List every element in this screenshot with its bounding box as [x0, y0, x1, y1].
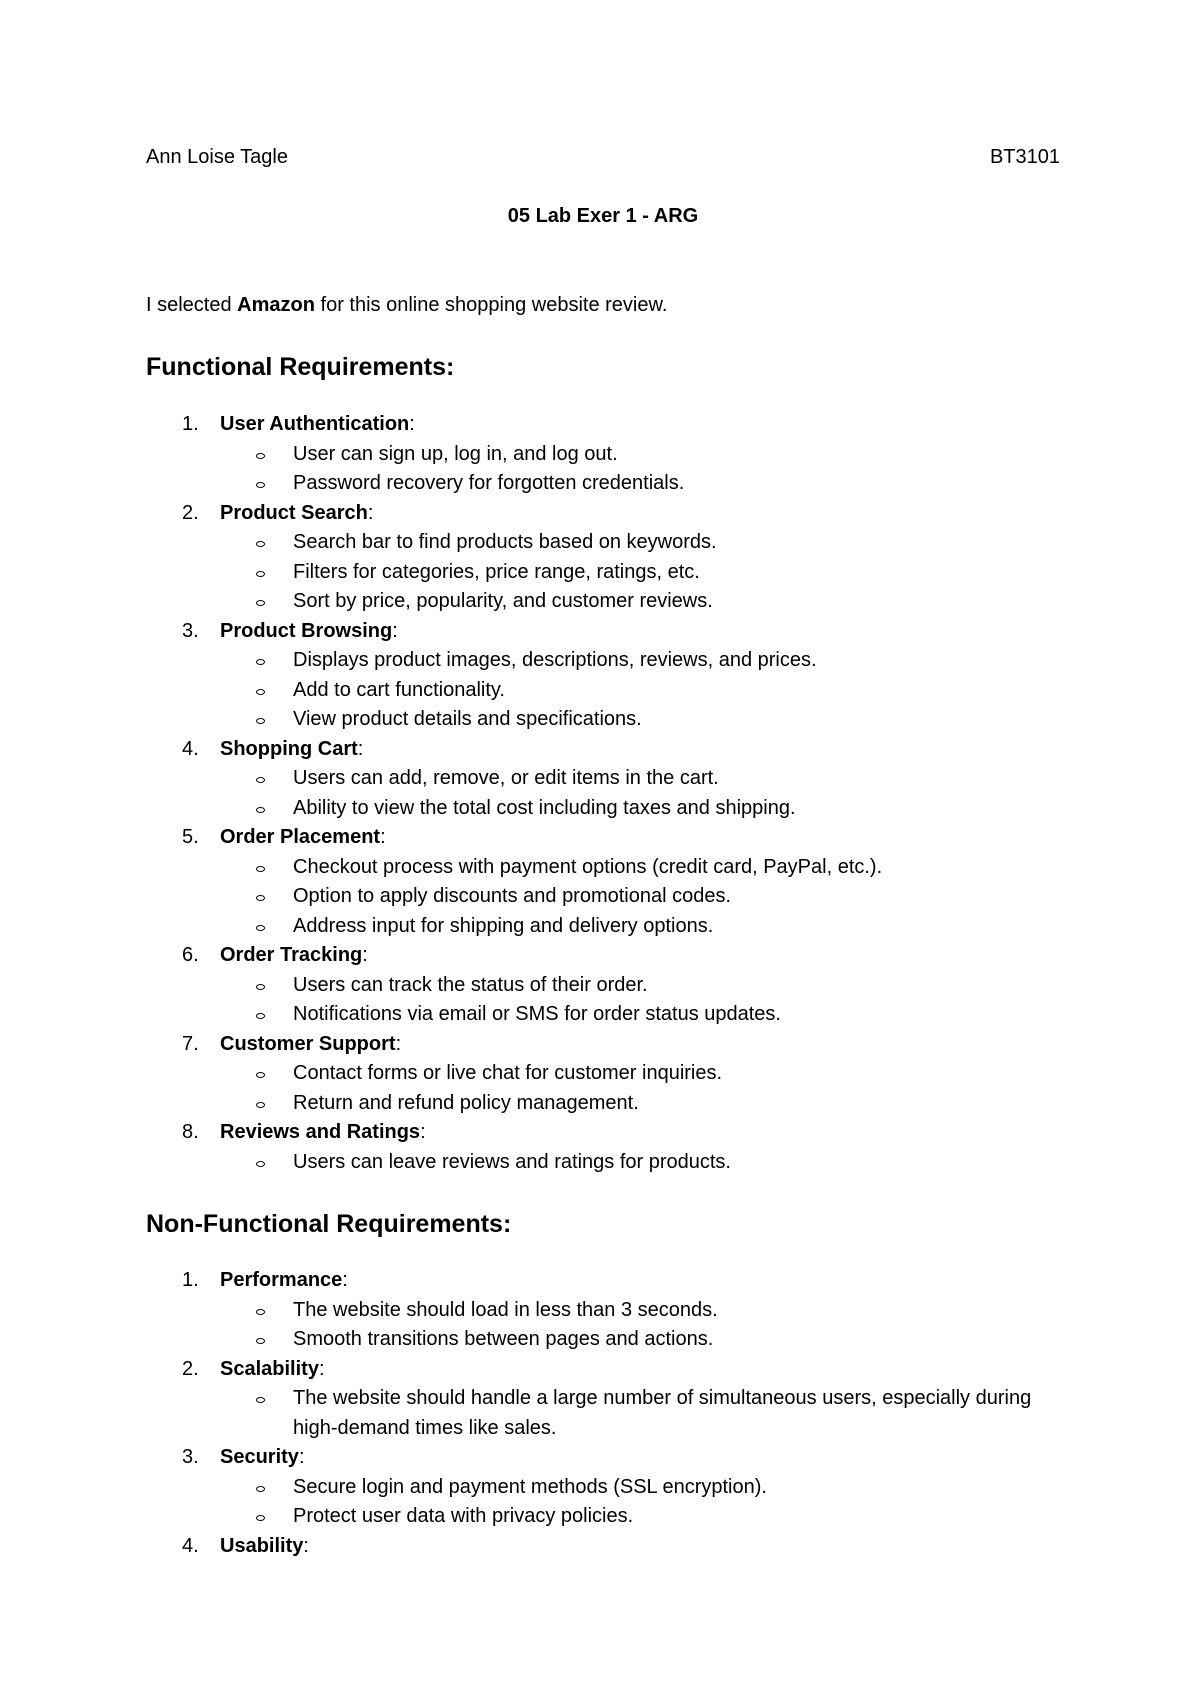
requirement-title: Product Browsing	[220, 619, 393, 642]
requirement-title: Security	[220, 1446, 299, 1468]
requirement-title-colon: :	[298, 1446, 305, 1468]
hollow-circle-bullet-icon	[256, 1161, 265, 1167]
requirement-title-colon: :	[357, 737, 364, 760]
requirement-item	[146, 1355, 1066, 1444]
requirement-number: 7.	[182, 1032, 199, 1055]
requirement-detail-list	[220, 646, 1066, 735]
requirement-detail-list	[220, 528, 1066, 617]
intro-text-after: for this online shopping website review.	[314, 294, 668, 316]
requirement-title: Order Placement	[220, 826, 381, 848]
requirement-detail-item	[220, 676, 1066, 706]
requirement-title-colon: :	[395, 1032, 402, 1055]
requirement-detail-text: Search bar to find products based on keywords.	[293, 531, 717, 553]
requirement-detail-text: Notifications via email or SMS for order status updates.	[293, 1003, 781, 1025]
requirement-detail-item	[220, 1059, 1066, 1089]
requirement-item	[146, 499, 1066, 617]
requirement-title-colon: :	[420, 1121, 426, 1143]
requirement-number: 5.	[182, 826, 199, 848]
requirement-detail-item	[220, 440, 1066, 470]
requirement-detail-text: Contact forms or live chat for customer inquiries.	[293, 1062, 723, 1084]
requirement-item	[146, 1532, 1066, 1562]
requirement-number: 1.	[182, 1269, 199, 1291]
requirement-title-colon: :	[318, 1357, 325, 1380]
requirement-detail-text: Protect user data with privacy policies.	[293, 1505, 634, 1527]
requirement-detail-text: Filters for categories, price range, ratings, etc.	[293, 560, 700, 583]
requirement-detail-list	[220, 1059, 1066, 1118]
hollow-circle-bullet-icon	[256, 1309, 265, 1315]
intro-paragraph	[146, 294, 667, 317]
requirement-title: Reviews and Ratings	[220, 1121, 421, 1143]
hollow-circle-bullet-icon	[256, 807, 265, 813]
hollow-circle-bullet-icon	[256, 925, 265, 931]
author-name: Ann Loise Tagle	[146, 146, 288, 168]
intro-text-before: I selected	[146, 294, 238, 316]
requirement-detail-item	[220, 912, 1066, 942]
requirement-number: 8.	[182, 1121, 199, 1143]
hollow-circle-bullet-icon	[256, 1102, 265, 1108]
requirement-detail-text: Sort by price, popularity, and customer reviews.	[293, 590, 713, 612]
hollow-circle-bullet-icon	[256, 1072, 265, 1078]
hollow-circle-bullet-icon	[256, 718, 265, 724]
requirement-item	[146, 1443, 1066, 1532]
requirement-title: Product Search	[220, 501, 368, 524]
requirement-item	[146, 941, 1066, 1030]
requirement-detail-item	[220, 1089, 1066, 1119]
nonfunctional-requirements-heading: Non-Functional Requirements:	[146, 1210, 512, 1238]
requirement-detail-item	[220, 971, 1066, 1001]
requirement-title-colon: :	[409, 413, 415, 435]
hollow-circle-bullet-icon	[256, 541, 265, 547]
requirement-detail-text: Displays product images, descriptions, reviews, and prices.	[293, 649, 817, 671]
requirement-title: User Authentication	[220, 413, 410, 435]
hollow-circle-bullet-icon	[256, 777, 265, 783]
requirement-detail-item	[220, 469, 1066, 499]
requirement-detail-list	[220, 1148, 1066, 1178]
functional-requirements-list	[146, 410, 1066, 1177]
requirement-title: Customer Support	[220, 1032, 396, 1055]
requirement-title: Usability	[220, 1534, 304, 1557]
requirement-detail-item	[220, 882, 1066, 912]
requirement-detail-item	[220, 1502, 1066, 1532]
requirement-detail-item	[220, 558, 1066, 588]
requirement-detail-item	[220, 1473, 1066, 1503]
document-title: 05 Lab Exer 1 - ARG	[507, 205, 699, 227]
requirement-detail-list	[220, 1473, 1066, 1532]
requirement-title-colon: :	[367, 501, 374, 524]
hollow-circle-bullet-icon	[256, 1515, 265, 1521]
requirement-detail-text: The website should load in less than 3 seconds.	[293, 1298, 718, 1321]
requirement-title-colon: :	[342, 1269, 348, 1291]
requirement-detail-text: Users can track the status of their order.	[293, 973, 648, 996]
requirement-title-colon: :	[362, 944, 368, 966]
hollow-circle-bullet-icon	[256, 600, 265, 606]
requirement-detail-text: Ability to view the total cost including taxes and shipping.	[293, 796, 796, 819]
requirement-detail-list	[220, 1296, 1066, 1355]
requirement-number: 1.	[182, 413, 199, 435]
requirement-item	[146, 1118, 1066, 1177]
course-code: BT3101	[989, 146, 1060, 168]
requirement-title-colon: :	[380, 826, 386, 848]
hollow-circle-bullet-icon	[256, 1486, 265, 1492]
requirement-item	[146, 410, 1066, 499]
hollow-circle-bullet-icon	[256, 659, 265, 665]
nonfunctional-requirements-list	[146, 1266, 1066, 1561]
requirement-detail-text: Smooth transitions between pages and actions.	[293, 1328, 714, 1350]
requirement-detail-text: View product details and specifications.	[293, 708, 642, 730]
requirement-detail-text: Users can add, remove, or edit items in the cart.	[293, 767, 719, 789]
requirement-detail-text: Users can leave reviews and ratings for products.	[293, 1150, 731, 1173]
hollow-circle-bullet-icon	[256, 1397, 265, 1403]
requirement-number: 2.	[182, 1357, 199, 1380]
requirement-title: Performance	[220, 1269, 343, 1291]
requirement-item	[146, 735, 1066, 824]
requirement-title: Shopping Cart	[220, 737, 358, 760]
requirement-detail-list	[220, 1384, 1066, 1443]
requirement-detail-item	[220, 1384, 1066, 1443]
requirement-detail-text: Address input for shipping and delivery options.	[293, 914, 714, 937]
hollow-circle-bullet-icon	[256, 571, 265, 577]
requirement-item	[146, 617, 1066, 735]
requirement-number: 3.	[182, 1446, 199, 1468]
requirement-detail-item	[220, 1325, 1066, 1355]
requirement-detail-item	[220, 646, 1066, 676]
requirement-detail-text: Option to apply discounts and promotional codes.	[293, 885, 732, 907]
hollow-circle-bullet-icon	[256, 482, 265, 488]
requirement-detail-item	[220, 528, 1066, 558]
requirement-detail-item	[220, 853, 1066, 883]
requirement-detail-item	[220, 587, 1066, 617]
functional-requirements-heading: Functional Requirements:	[146, 353, 455, 381]
requirement-title: Scalability	[220, 1357, 319, 1380]
intro-selected-site: Amazon	[237, 294, 315, 316]
requirement-detail-list	[220, 971, 1066, 1030]
requirement-detail-text: Add to cart functionality.	[293, 678, 505, 701]
requirement-number: 4.	[182, 737, 199, 760]
hollow-circle-bullet-icon	[256, 1338, 265, 1344]
requirement-item	[146, 1030, 1066, 1119]
requirement-item	[146, 823, 1066, 941]
requirement-detail-text: Checkout process with payment options (credit card, PayPal, etc.).	[293, 855, 883, 878]
requirement-number: 2.	[182, 501, 199, 524]
requirement-detail-item	[220, 1000, 1066, 1030]
hollow-circle-bullet-icon	[256, 453, 265, 459]
requirement-detail-item	[220, 1148, 1066, 1178]
requirement-detail-text: The website should handle a large number of simultaneous users, especially during high-demand times like sales.	[293, 1387, 1032, 1439]
requirement-detail-list	[220, 440, 1066, 499]
requirement-detail-text: Return and refund policy management.	[293, 1091, 639, 1114]
hollow-circle-bullet-icon	[256, 895, 265, 901]
requirement-title-colon: :	[303, 1534, 309, 1557]
requirement-item	[146, 1266, 1066, 1355]
document-header	[146, 146, 1060, 174]
requirement-detail-list	[220, 853, 1066, 942]
requirement-title-colon: :	[392, 619, 398, 642]
requirement-number: 4.	[182, 1534, 199, 1557]
hollow-circle-bullet-icon	[256, 984, 265, 990]
hollow-circle-bullet-icon	[256, 1013, 265, 1019]
requirement-title: Order Tracking	[220, 944, 363, 966]
hollow-circle-bullet-icon	[256, 689, 265, 695]
requirement-detail-item	[220, 764, 1066, 794]
requirement-detail-text: User can sign up, log in, and log out.	[293, 442, 618, 465]
requirement-number: 6.	[182, 944, 199, 966]
requirement-detail-text: Password recovery for forgotten credentials.	[293, 472, 685, 494]
requirement-detail-item	[220, 705, 1066, 735]
requirement-detail-item	[220, 1296, 1066, 1326]
requirement-number: 3.	[182, 619, 199, 642]
requirement-detail-list	[220, 764, 1066, 823]
hollow-circle-bullet-icon	[256, 866, 265, 872]
requirement-detail-item	[220, 794, 1066, 824]
requirement-detail-text: Secure login and payment methods (SSL encryption).	[293, 1475, 767, 1498]
